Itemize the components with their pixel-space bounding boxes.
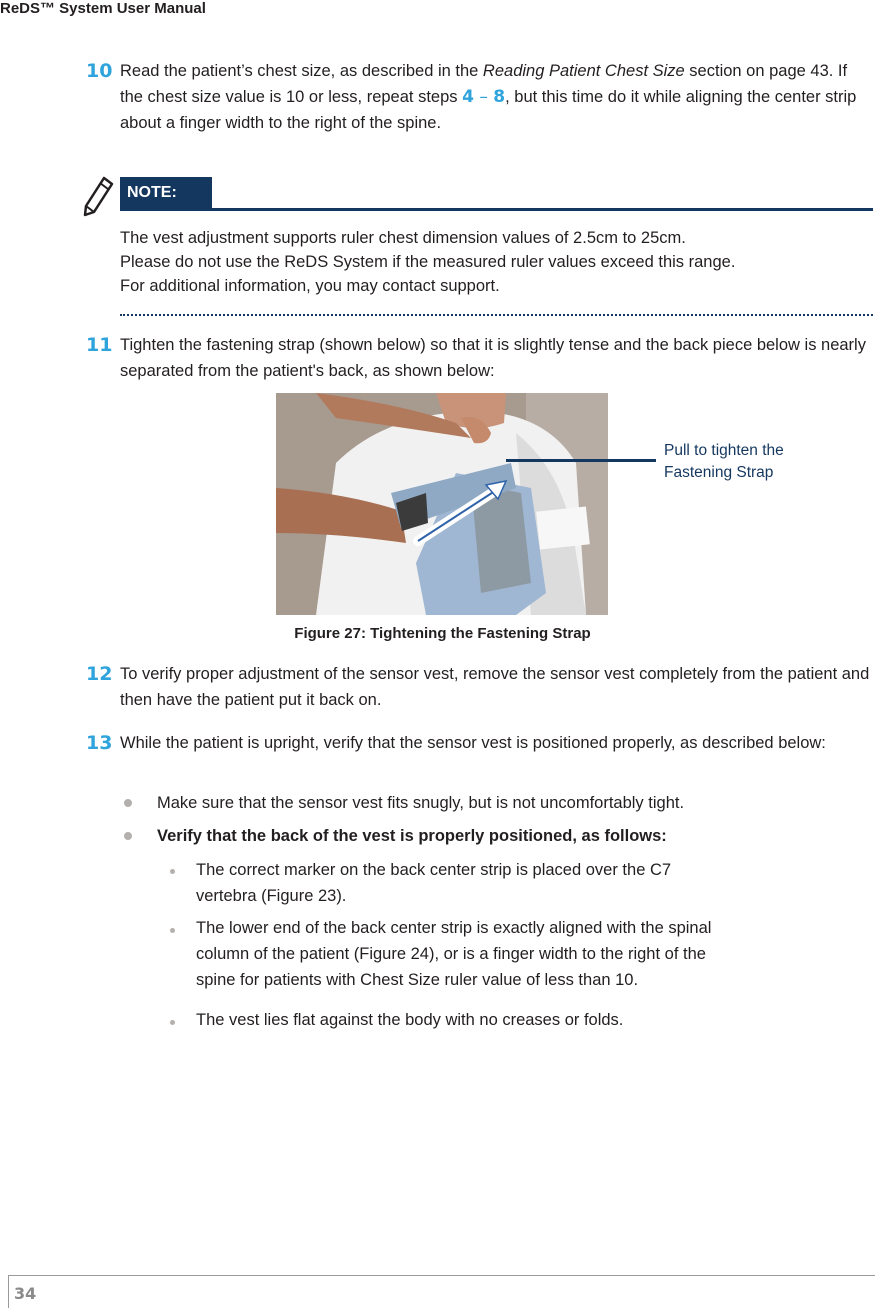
- sub-bullet-line: column of the patient (Figure 24), or is a finger width to the right of the: [196, 945, 706, 963]
- step-number: 13: [86, 732, 113, 754]
- step-text-part: Read the patient’s chest size, as described in the: [120, 62, 483, 80]
- footer-rule: [8, 1275, 875, 1276]
- step-reference-to: 8: [493, 87, 506, 107]
- footer-rule-vertical: [8, 1275, 9, 1308]
- section-reference: Reading Patient Chest Size: [482, 62, 685, 80]
- step-number: 12: [86, 663, 113, 685]
- vest-strap-photo: [276, 393, 608, 615]
- page-number: 34: [14, 1284, 37, 1303]
- step-text-part: , but this time do it while aligning the center strip about a finger width to the right of the spine.: [120, 88, 857, 132]
- sub-bullet-line: vertebra (Figure 23).: [196, 887, 347, 905]
- sub-bullet-dot: [170, 928, 175, 933]
- step-text-part: section on page 43. If the chest size value is 10 or less, repeat steps: [120, 62, 848, 106]
- callout-leader-line: [506, 459, 656, 462]
- note-text: [120, 226, 875, 298]
- note-label: NOTE:: [120, 177, 212, 209]
- pencil-icon: [80, 175, 116, 217]
- note-line: The vest adjustment supports ruler chest dimension values of 2.5cm to 25cm.: [120, 229, 686, 247]
- note-bottom-rule: [120, 314, 873, 316]
- sub-bullet-dot: [170, 869, 175, 874]
- figure-caption: [0, 625, 875, 642]
- step-text: [120, 58, 872, 136]
- step-number: 10: [86, 60, 113, 82]
- step-number: 11: [86, 334, 113, 356]
- callout-line: Fastening Strap: [664, 464, 774, 481]
- step-text: To verify proper adjustment of the sensor vest, remove the sensor vest completely from the patient and then have the patient put it back on.: [120, 665, 870, 709]
- note-line: For additional information, you may contact support.: [120, 277, 500, 295]
- step-reference-dash: –: [473, 87, 494, 107]
- step-text: Tighten the fastening strap (shown below) so that it is slightly tense and the back piece below is nearly separated from the patient's back, as shown below:: [120, 336, 866, 380]
- sub-bullet-line: The lower end of the back center strip is exactly aligned with the spinal: [196, 919, 712, 937]
- step-reference-from: 4: [462, 87, 474, 107]
- note-top-rule: [120, 208, 873, 211]
- sub-bullet-item: The vest lies flat against the body with no creases or folds.: [196, 1011, 624, 1029]
- figure-callout: [664, 440, 834, 484]
- callout-line: Pull to tighten the: [664, 442, 784, 459]
- sub-bullet-item: [196, 915, 711, 993]
- photo-illustration: [276, 393, 608, 615]
- note-line: Please do not use the ReDS System if the measured ruler values exceed this range.: [120, 253, 736, 271]
- sub-bullet-item: [196, 857, 671, 909]
- running-header: ReDS™ System User Manual: [0, 0, 206, 17]
- bullet-dot: [124, 832, 132, 840]
- caption-text: Figure 27: Tightening the Fastening Strap: [294, 625, 591, 642]
- sub-bullet-line: spine for patients with Chest Size ruler value of less than 10.: [196, 971, 639, 989]
- note-box: [80, 175, 875, 325]
- step-text: While the patient is upright, verify that the sensor vest is positioned properly, as described below:: [120, 734, 826, 752]
- bullet-item: Make sure that the sensor vest fits snugly, but is not uncomfortably tight.: [157, 794, 685, 812]
- bullet-dot: [124, 799, 132, 807]
- sub-bullet-dot: [170, 1020, 175, 1025]
- bullet-item-bold: Verify that the back of the vest is properly positioned, as follows:: [157, 827, 667, 845]
- sub-bullet-line: The correct marker on the back center strip is placed over the C7: [196, 861, 672, 879]
